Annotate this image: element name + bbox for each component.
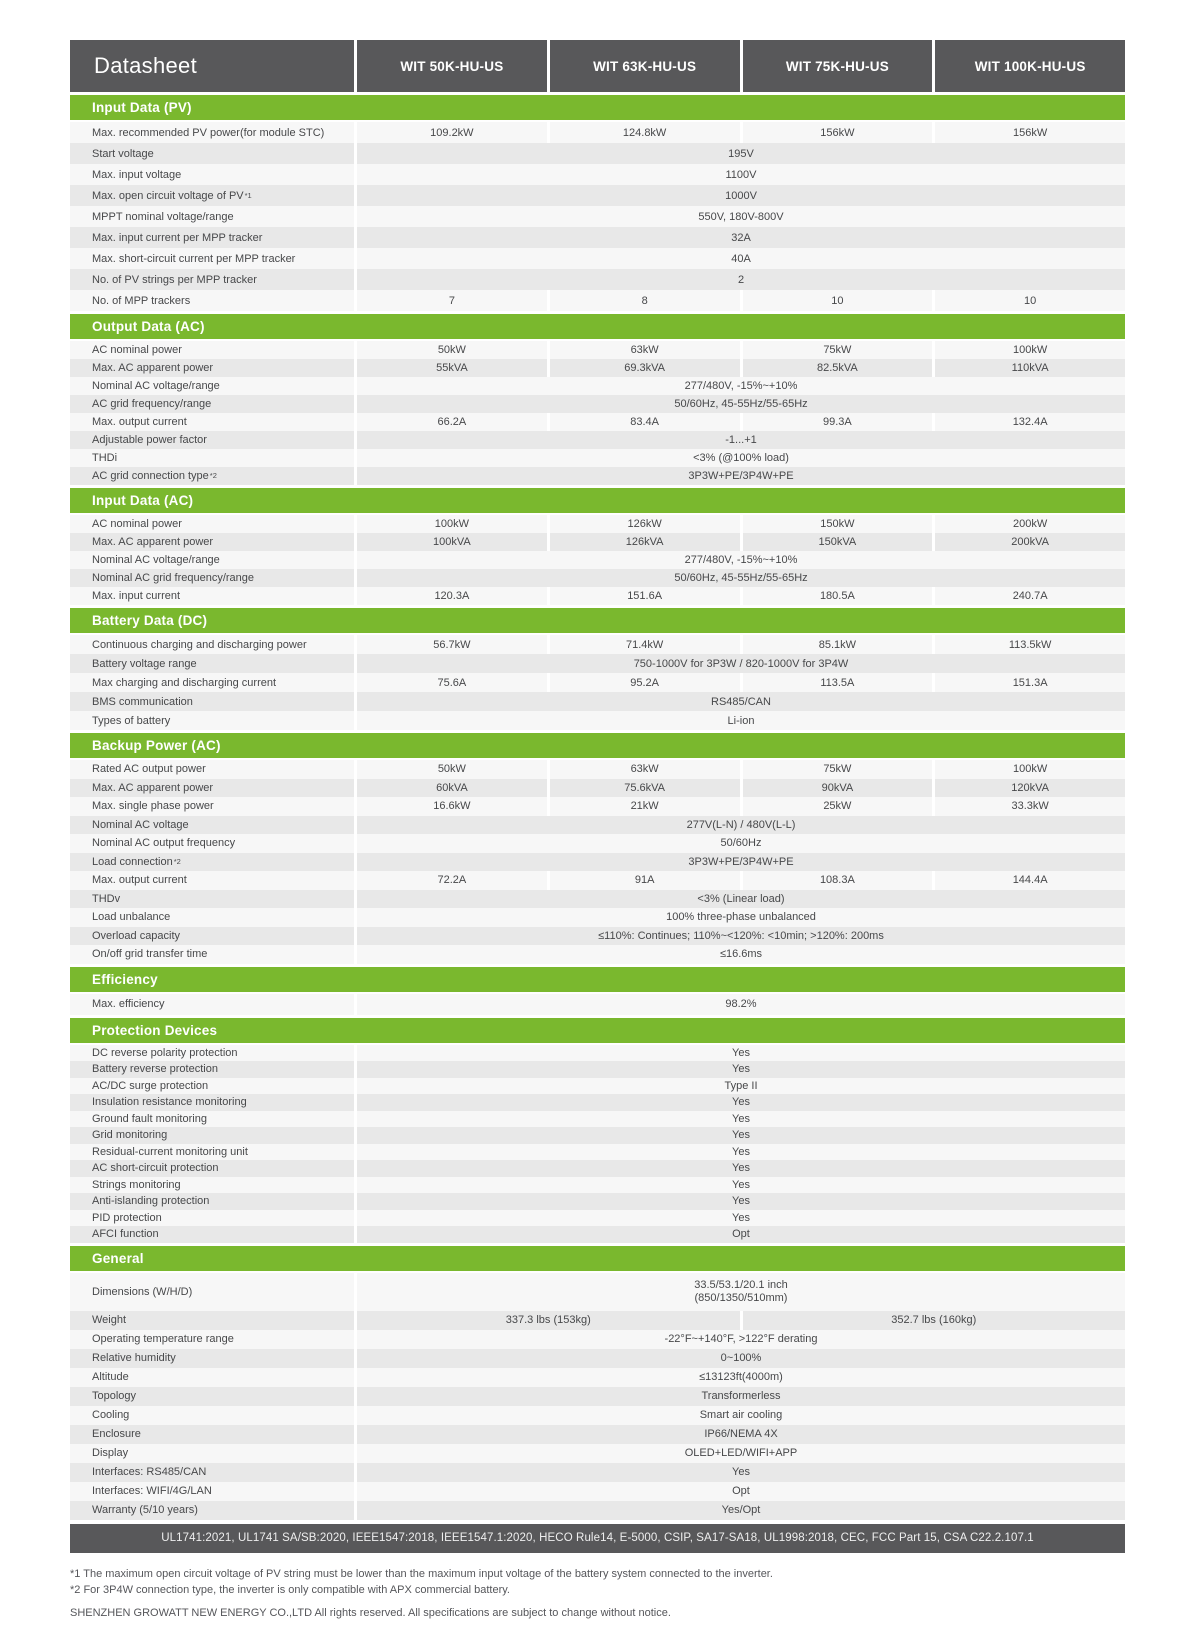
spec-label: Max. open circuit voltage of PV *1 bbox=[70, 185, 354, 206]
spec-value: 75.6A bbox=[357, 673, 547, 692]
spec-value: 85.1kW bbox=[743, 635, 933, 654]
model-column-header-4: WIT 100K-HU-US bbox=[935, 40, 1125, 92]
spec-value: 113.5kW bbox=[935, 635, 1125, 654]
footnote-2: *2 For 3P4W connection type, the inverter is only compatible with APX commercial battery. bbox=[70, 1583, 510, 1596]
spec-value: 50/60Hz, 45-55Hz/55-65Hz bbox=[357, 569, 1125, 587]
spec-value: Opt bbox=[357, 1482, 1125, 1501]
spec-value: Yes bbox=[357, 1193, 1125, 1210]
spec-label: Adjustable power factor bbox=[70, 431, 354, 449]
spec-value: 1000V bbox=[357, 185, 1125, 206]
footnote-1: *1 The maximum open circuit voltage of PV string must be lower than the maximum input voltage of the battery system connected to the inverter. bbox=[70, 1567, 773, 1580]
spec-value: 7 bbox=[357, 290, 547, 311]
spec-value: 82.5kVA bbox=[743, 359, 933, 377]
section-protection bbox=[70, 1018, 1125, 1243]
spec-value: 100kVA bbox=[357, 533, 547, 551]
copyright-line: SHENZHEN GROWATT NEW ENERGY CO.,LTD All rights reserved. All specifications are subject to change without notice. bbox=[70, 1606, 671, 1619]
spec-label: Interfaces: RS485/CAN bbox=[70, 1463, 354, 1482]
spec-label: Max. AC apparent power bbox=[70, 359, 354, 377]
spec-value: 63kW bbox=[550, 341, 740, 359]
spec-label: Nominal AC output frequency bbox=[70, 834, 354, 853]
spec-value: 75kW bbox=[743, 760, 933, 779]
section-header-battery-dc: Battery Data (DC) bbox=[70, 608, 1125, 633]
spec-label: Continuous charging and discharging power bbox=[70, 635, 354, 654]
spec-label: Max. output current bbox=[70, 871, 354, 890]
spec-row bbox=[70, 290, 1125, 311]
spec-label: Load unbalance bbox=[70, 908, 354, 927]
spec-label: AC/DC surge protection bbox=[70, 1078, 354, 1095]
spec-label: Insulation resistance monitoring bbox=[70, 1094, 354, 1111]
spec-row bbox=[70, 269, 1125, 290]
spec-row bbox=[70, 1501, 1125, 1520]
spec-row bbox=[70, 1111, 1125, 1128]
footnotes bbox=[70, 1566, 1125, 1598]
spec-value: Opt bbox=[357, 1226, 1125, 1243]
spec-label: Overload capacity bbox=[70, 927, 354, 946]
spec-value: 144.4A bbox=[935, 871, 1125, 890]
spec-row bbox=[70, 413, 1125, 431]
spec-label: Weight bbox=[70, 1311, 354, 1330]
spec-value: 200kW bbox=[935, 515, 1125, 533]
spec-label: Topology bbox=[70, 1387, 354, 1406]
spec-value: 55kVA bbox=[357, 359, 547, 377]
spec-label: AFCI function bbox=[70, 1226, 354, 1243]
spec-value: 156kW bbox=[935, 122, 1125, 143]
spec-label: Warranty (5/10 years) bbox=[70, 1501, 354, 1520]
spec-value: 32A bbox=[357, 227, 1125, 248]
spec-value: 75kW bbox=[743, 341, 933, 359]
spec-value: 200kVA bbox=[935, 533, 1125, 551]
spec-label: Operating temperature range bbox=[70, 1330, 354, 1349]
spec-value: 180.5A bbox=[743, 587, 933, 605]
spec-label: MPPT nominal voltage/range bbox=[70, 206, 354, 227]
spec-value: 75.6kVA bbox=[550, 779, 740, 798]
section-header-input-ac: Input Data (AC) bbox=[70, 488, 1125, 513]
spec-value: 8 bbox=[550, 290, 740, 311]
section-header-efficiency: Efficiency bbox=[70, 967, 1125, 992]
spec-value: 195V bbox=[357, 143, 1125, 164]
spec-value: Yes bbox=[357, 1210, 1125, 1227]
spec-label: Max. AC apparent power bbox=[70, 779, 354, 798]
spec-value: Yes bbox=[357, 1045, 1125, 1062]
spec-value: 99.3A bbox=[743, 413, 933, 431]
spec-row bbox=[70, 871, 1125, 890]
spec-label: Cooling bbox=[70, 1406, 354, 1425]
spec-value: 63kW bbox=[550, 760, 740, 779]
spec-value: ≤13123ft(4000m) bbox=[357, 1368, 1125, 1387]
spec-row bbox=[70, 1444, 1125, 1463]
spec-value: 277/480V, -15%~+10% bbox=[357, 551, 1125, 569]
spec-row bbox=[70, 1160, 1125, 1177]
spec-value: Yes bbox=[357, 1127, 1125, 1144]
section-efficiency bbox=[70, 967, 1125, 1015]
spec-row bbox=[70, 908, 1125, 927]
datasheet-page bbox=[70, 40, 1125, 1621]
spec-value-line: 33.5/53.1/20.1 inch bbox=[694, 1278, 788, 1291]
spec-value: 352.7 lbs (160kg) bbox=[743, 1311, 1126, 1330]
spec-row bbox=[70, 1349, 1125, 1368]
spec-row bbox=[70, 359, 1125, 377]
spec-label: Interfaces: WIFI/4G/LAN bbox=[70, 1482, 354, 1501]
spec-value: 150kVA bbox=[743, 533, 933, 551]
section-header-general: General bbox=[70, 1246, 1125, 1271]
spec-value: IP66/NEMA 4X bbox=[357, 1425, 1125, 1444]
spec-row bbox=[70, 692, 1125, 711]
section-header-input-pv: Input Data (PV) bbox=[70, 95, 1125, 120]
spec-value: 21kW bbox=[550, 797, 740, 816]
spec-value: 126kW bbox=[550, 515, 740, 533]
spec-label: Nominal AC grid frequency/range bbox=[70, 569, 354, 587]
spec-label: Ground fault monitoring bbox=[70, 1111, 354, 1128]
spec-row bbox=[70, 816, 1125, 835]
model-column-header-1: WIT 50K-HU-US bbox=[357, 40, 547, 92]
spec-label: Max. efficiency bbox=[70, 994, 354, 1015]
spec-value: 72.2A bbox=[357, 871, 547, 890]
spec-label: AC grid frequency/range bbox=[70, 395, 354, 413]
spec-label: Dimensions (W/H/D) bbox=[70, 1273, 354, 1311]
spec-value: <3% (Linear load) bbox=[357, 890, 1125, 909]
spec-value: 2 bbox=[357, 269, 1125, 290]
spec-row bbox=[70, 673, 1125, 692]
section-battery-dc bbox=[70, 608, 1125, 730]
spec-row bbox=[70, 1177, 1125, 1194]
spec-label: On/off grid transfer time bbox=[70, 945, 354, 964]
spec-row bbox=[70, 1482, 1125, 1501]
spec-value: 98.2% bbox=[357, 994, 1125, 1015]
spec-label: Altitude bbox=[70, 1368, 354, 1387]
spec-row bbox=[70, 797, 1125, 816]
spec-value: 277V(L-N) / 480V(L-L) bbox=[357, 816, 1125, 835]
spec-value: Transformerless bbox=[357, 1387, 1125, 1406]
section-backup-ac bbox=[70, 733, 1125, 964]
spec-row bbox=[70, 945, 1125, 964]
spec-label: PID protection bbox=[70, 1210, 354, 1227]
spec-value: 100% three-phase unbalanced bbox=[357, 908, 1125, 927]
spec-value: 109.2kW bbox=[357, 122, 547, 143]
spec-row bbox=[70, 760, 1125, 779]
section-header-backup-ac: Backup Power (AC) bbox=[70, 733, 1125, 758]
spec-value: 132.4A bbox=[935, 413, 1125, 431]
spec-value: 550V, 180V-800V bbox=[357, 206, 1125, 227]
spec-row bbox=[70, 1311, 1125, 1330]
spec-row bbox=[70, 227, 1125, 248]
spec-label: Enclosure bbox=[70, 1425, 354, 1444]
page-title: Datasheet bbox=[70, 40, 354, 92]
spec-row bbox=[70, 122, 1125, 143]
spec-label: Max. short-circuit current per MPP tracker bbox=[70, 248, 354, 269]
spec-row bbox=[70, 1078, 1125, 1095]
spec-label: Nominal AC voltage bbox=[70, 816, 354, 835]
spec-label: THDi bbox=[70, 449, 354, 467]
spec-row bbox=[70, 654, 1125, 673]
spec-value: Yes bbox=[357, 1061, 1125, 1078]
spec-value: 60kVA bbox=[357, 779, 547, 798]
spec-row bbox=[70, 1210, 1125, 1227]
spec-value: 100kW bbox=[935, 760, 1125, 779]
spec-value: 90kVA bbox=[743, 779, 933, 798]
spec-value: 83.4A bbox=[550, 413, 740, 431]
spec-row bbox=[70, 1193, 1125, 1210]
spec-value: 156kW bbox=[743, 122, 933, 143]
spec-value: 3P3W+PE/3P4W+PE bbox=[357, 467, 1125, 485]
spec-row bbox=[70, 1061, 1125, 1078]
spec-value: Yes/Opt bbox=[357, 1501, 1125, 1520]
spec-row bbox=[70, 711, 1125, 730]
spec-value: 120kVA bbox=[935, 779, 1125, 798]
spec-value: Li-ion bbox=[357, 711, 1125, 730]
spec-row bbox=[70, 1387, 1125, 1406]
spec-label: AC nominal power bbox=[70, 515, 354, 533]
spec-label: Types of battery bbox=[70, 711, 354, 730]
spec-label: Strings monitoring bbox=[70, 1177, 354, 1194]
spec-label: Display bbox=[70, 1444, 354, 1463]
spec-label: Max. single phase power bbox=[70, 797, 354, 816]
spec-value: 50kW bbox=[357, 760, 547, 779]
spec-label: Nominal AC voltage/range bbox=[70, 551, 354, 569]
spec-row bbox=[70, 551, 1125, 569]
spec-value: 33.3kW bbox=[935, 797, 1125, 816]
spec-label: AC grid connection type *2 bbox=[70, 467, 354, 485]
spec-row bbox=[70, 341, 1125, 359]
spec-label: BMS communication bbox=[70, 692, 354, 711]
spec-row bbox=[70, 1406, 1125, 1425]
spec-row bbox=[70, 533, 1125, 551]
spec-value: Yes bbox=[357, 1177, 1125, 1194]
spec-row bbox=[70, 431, 1125, 449]
spec-value: 151.3A bbox=[935, 673, 1125, 692]
spec-value: 100kW bbox=[357, 515, 547, 533]
spec-row bbox=[70, 206, 1125, 227]
spec-value: 113.5A bbox=[743, 673, 933, 692]
spec-value: 120.3A bbox=[357, 587, 547, 605]
spec-value: 110kVA bbox=[935, 359, 1125, 377]
spec-value: RS485/CAN bbox=[357, 692, 1125, 711]
spec-row bbox=[70, 1330, 1125, 1349]
spec-value: 10 bbox=[743, 290, 933, 311]
spec-row bbox=[70, 853, 1125, 872]
spec-value: Yes bbox=[357, 1160, 1125, 1177]
spec-label: Max. AC apparent power bbox=[70, 533, 354, 551]
section-header-protection: Protection Devices bbox=[70, 1018, 1125, 1043]
spec-value-line: (850/1350/510mm) bbox=[694, 1291, 788, 1304]
spec-label: AC nominal power bbox=[70, 341, 354, 359]
spec-value: 25kW bbox=[743, 797, 933, 816]
spec-value bbox=[357, 1273, 1125, 1311]
spec-label: DC reverse polarity protection bbox=[70, 1045, 354, 1062]
spec-value: 95.2A bbox=[550, 673, 740, 692]
section-header-output-ac: Output Data (AC) bbox=[70, 314, 1125, 339]
spec-row bbox=[70, 1226, 1125, 1243]
spec-value: ≤16.6ms bbox=[357, 945, 1125, 964]
spec-label: AC short-circuit protection bbox=[70, 1160, 354, 1177]
spec-value: 40A bbox=[357, 248, 1125, 269]
spec-value: 71.4kW bbox=[550, 635, 740, 654]
spec-label: Nominal AC voltage/range bbox=[70, 377, 354, 395]
spec-value: 108.3A bbox=[743, 871, 933, 890]
spec-value: Yes bbox=[357, 1144, 1125, 1161]
spec-value: 56.7kW bbox=[357, 635, 547, 654]
spec-label: Battery reverse protection bbox=[70, 1061, 354, 1078]
spec-value: Yes bbox=[357, 1094, 1125, 1111]
table-header-row bbox=[70, 40, 1125, 92]
spec-value: 3P3W+PE/3P4W+PE bbox=[357, 853, 1125, 872]
spec-label: Relative humidity bbox=[70, 1349, 354, 1368]
spec-value: Yes bbox=[357, 1463, 1125, 1482]
spec-row bbox=[70, 1094, 1125, 1111]
spec-row bbox=[70, 635, 1125, 654]
spec-row bbox=[70, 834, 1125, 853]
spec-row bbox=[70, 994, 1125, 1015]
spec-value: 50kW bbox=[357, 341, 547, 359]
spec-value: 126kVA bbox=[550, 533, 740, 551]
spec-label: Load connection *2 bbox=[70, 853, 354, 872]
spec-row bbox=[70, 1127, 1125, 1144]
spec-value: -22°F~+140°F, >122°F derating bbox=[357, 1330, 1125, 1349]
spec-value: 0~100% bbox=[357, 1349, 1125, 1368]
spec-label: Grid monitoring bbox=[70, 1127, 354, 1144]
spec-value: 1100V bbox=[357, 164, 1125, 185]
model-column-header-3: WIT 75K-HU-US bbox=[743, 40, 933, 92]
spec-row bbox=[70, 1144, 1125, 1161]
spec-label: Max charging and discharging current bbox=[70, 673, 354, 692]
section-input-pv bbox=[70, 95, 1125, 311]
spec-label: Max. output current bbox=[70, 413, 354, 431]
spec-label: Anti-islanding protection bbox=[70, 1193, 354, 1210]
spec-value: OLED+LED/WIFI+APP bbox=[357, 1444, 1125, 1463]
spec-row bbox=[70, 377, 1125, 395]
section-output-ac bbox=[70, 314, 1125, 485]
section-general bbox=[70, 1246, 1125, 1520]
spec-value: Smart air cooling bbox=[357, 1406, 1125, 1425]
spec-row bbox=[70, 248, 1125, 269]
spec-row bbox=[70, 164, 1125, 185]
spec-value: 277/480V, -15%~+10% bbox=[357, 377, 1125, 395]
spec-label: No. of PV strings per MPP tracker bbox=[70, 269, 354, 290]
spec-label: Residual-current monitoring unit bbox=[70, 1144, 354, 1161]
section-input-ac bbox=[70, 488, 1125, 605]
model-column-header-2: WIT 63K-HU-US bbox=[550, 40, 740, 92]
spec-value: 10 bbox=[935, 290, 1125, 311]
spec-label: Max. input current bbox=[70, 587, 354, 605]
spec-label: THDv bbox=[70, 890, 354, 909]
spec-value: 91A bbox=[550, 871, 740, 890]
spec-row bbox=[70, 395, 1125, 413]
spec-row bbox=[70, 143, 1125, 164]
spec-value: 151.6A bbox=[550, 587, 740, 605]
spec-row bbox=[70, 467, 1125, 485]
spec-label: Max. recommended PV power(for module STC) bbox=[70, 122, 354, 143]
spec-label: Max. input voltage bbox=[70, 164, 354, 185]
spec-value: 16.6kW bbox=[357, 797, 547, 816]
spec-row bbox=[70, 1273, 1125, 1311]
spec-row bbox=[70, 890, 1125, 909]
spec-row bbox=[70, 1425, 1125, 1444]
spec-row bbox=[70, 449, 1125, 467]
spec-row bbox=[70, 185, 1125, 206]
spec-value: 50/60Hz, 45-55Hz/55-65Hz bbox=[357, 395, 1125, 413]
spec-row bbox=[70, 515, 1125, 533]
spec-value: 66.2A bbox=[357, 413, 547, 431]
spec-value: 750-1000V for 3P3W / 820-1000V for 3P4W bbox=[357, 654, 1125, 673]
spec-value: -1...+1 bbox=[357, 431, 1125, 449]
spec-label: Start voltage bbox=[70, 143, 354, 164]
spec-value: 50/60Hz bbox=[357, 834, 1125, 853]
certifications-bar: UL1741:2021, UL1741 SA/SB:2020, IEEE1547:2018, IEEE1547.1:2020, HECO Rule14, E-5000, CSIP, SA17-SA18, UL1998:2018, CEC, FCC Part 15, CSA C22.2.107.1 bbox=[70, 1524, 1125, 1553]
spec-value: Type II bbox=[357, 1078, 1125, 1095]
spec-label: Max. input current per MPP tracker bbox=[70, 227, 354, 248]
spec-row bbox=[70, 1463, 1125, 1482]
spec-value: 100kW bbox=[935, 341, 1125, 359]
spec-label: Battery voltage range bbox=[70, 654, 354, 673]
spec-value: 337.3 lbs (153kg) bbox=[357, 1311, 740, 1330]
spec-table bbox=[70, 95, 1125, 1520]
spec-row bbox=[70, 779, 1125, 798]
spec-value: 124.8kW bbox=[550, 122, 740, 143]
spec-value: 150kW bbox=[743, 515, 933, 533]
spec-value: <3% (@100% load) bbox=[357, 449, 1125, 467]
spec-label: Rated AC output power bbox=[70, 760, 354, 779]
spec-row bbox=[70, 1368, 1125, 1387]
spec-value: 240.7A bbox=[935, 587, 1125, 605]
spec-row bbox=[70, 927, 1125, 946]
spec-row bbox=[70, 587, 1125, 605]
spec-row bbox=[70, 1045, 1125, 1062]
spec-value: ≤110%: Continues; 110%~<120%: <10min; >120%: 200ms bbox=[357, 927, 1125, 946]
spec-row bbox=[70, 569, 1125, 587]
spec-label: No. of MPP trackers bbox=[70, 290, 354, 311]
spec-value: Yes bbox=[357, 1111, 1125, 1128]
spec-value: 69.3kVA bbox=[550, 359, 740, 377]
